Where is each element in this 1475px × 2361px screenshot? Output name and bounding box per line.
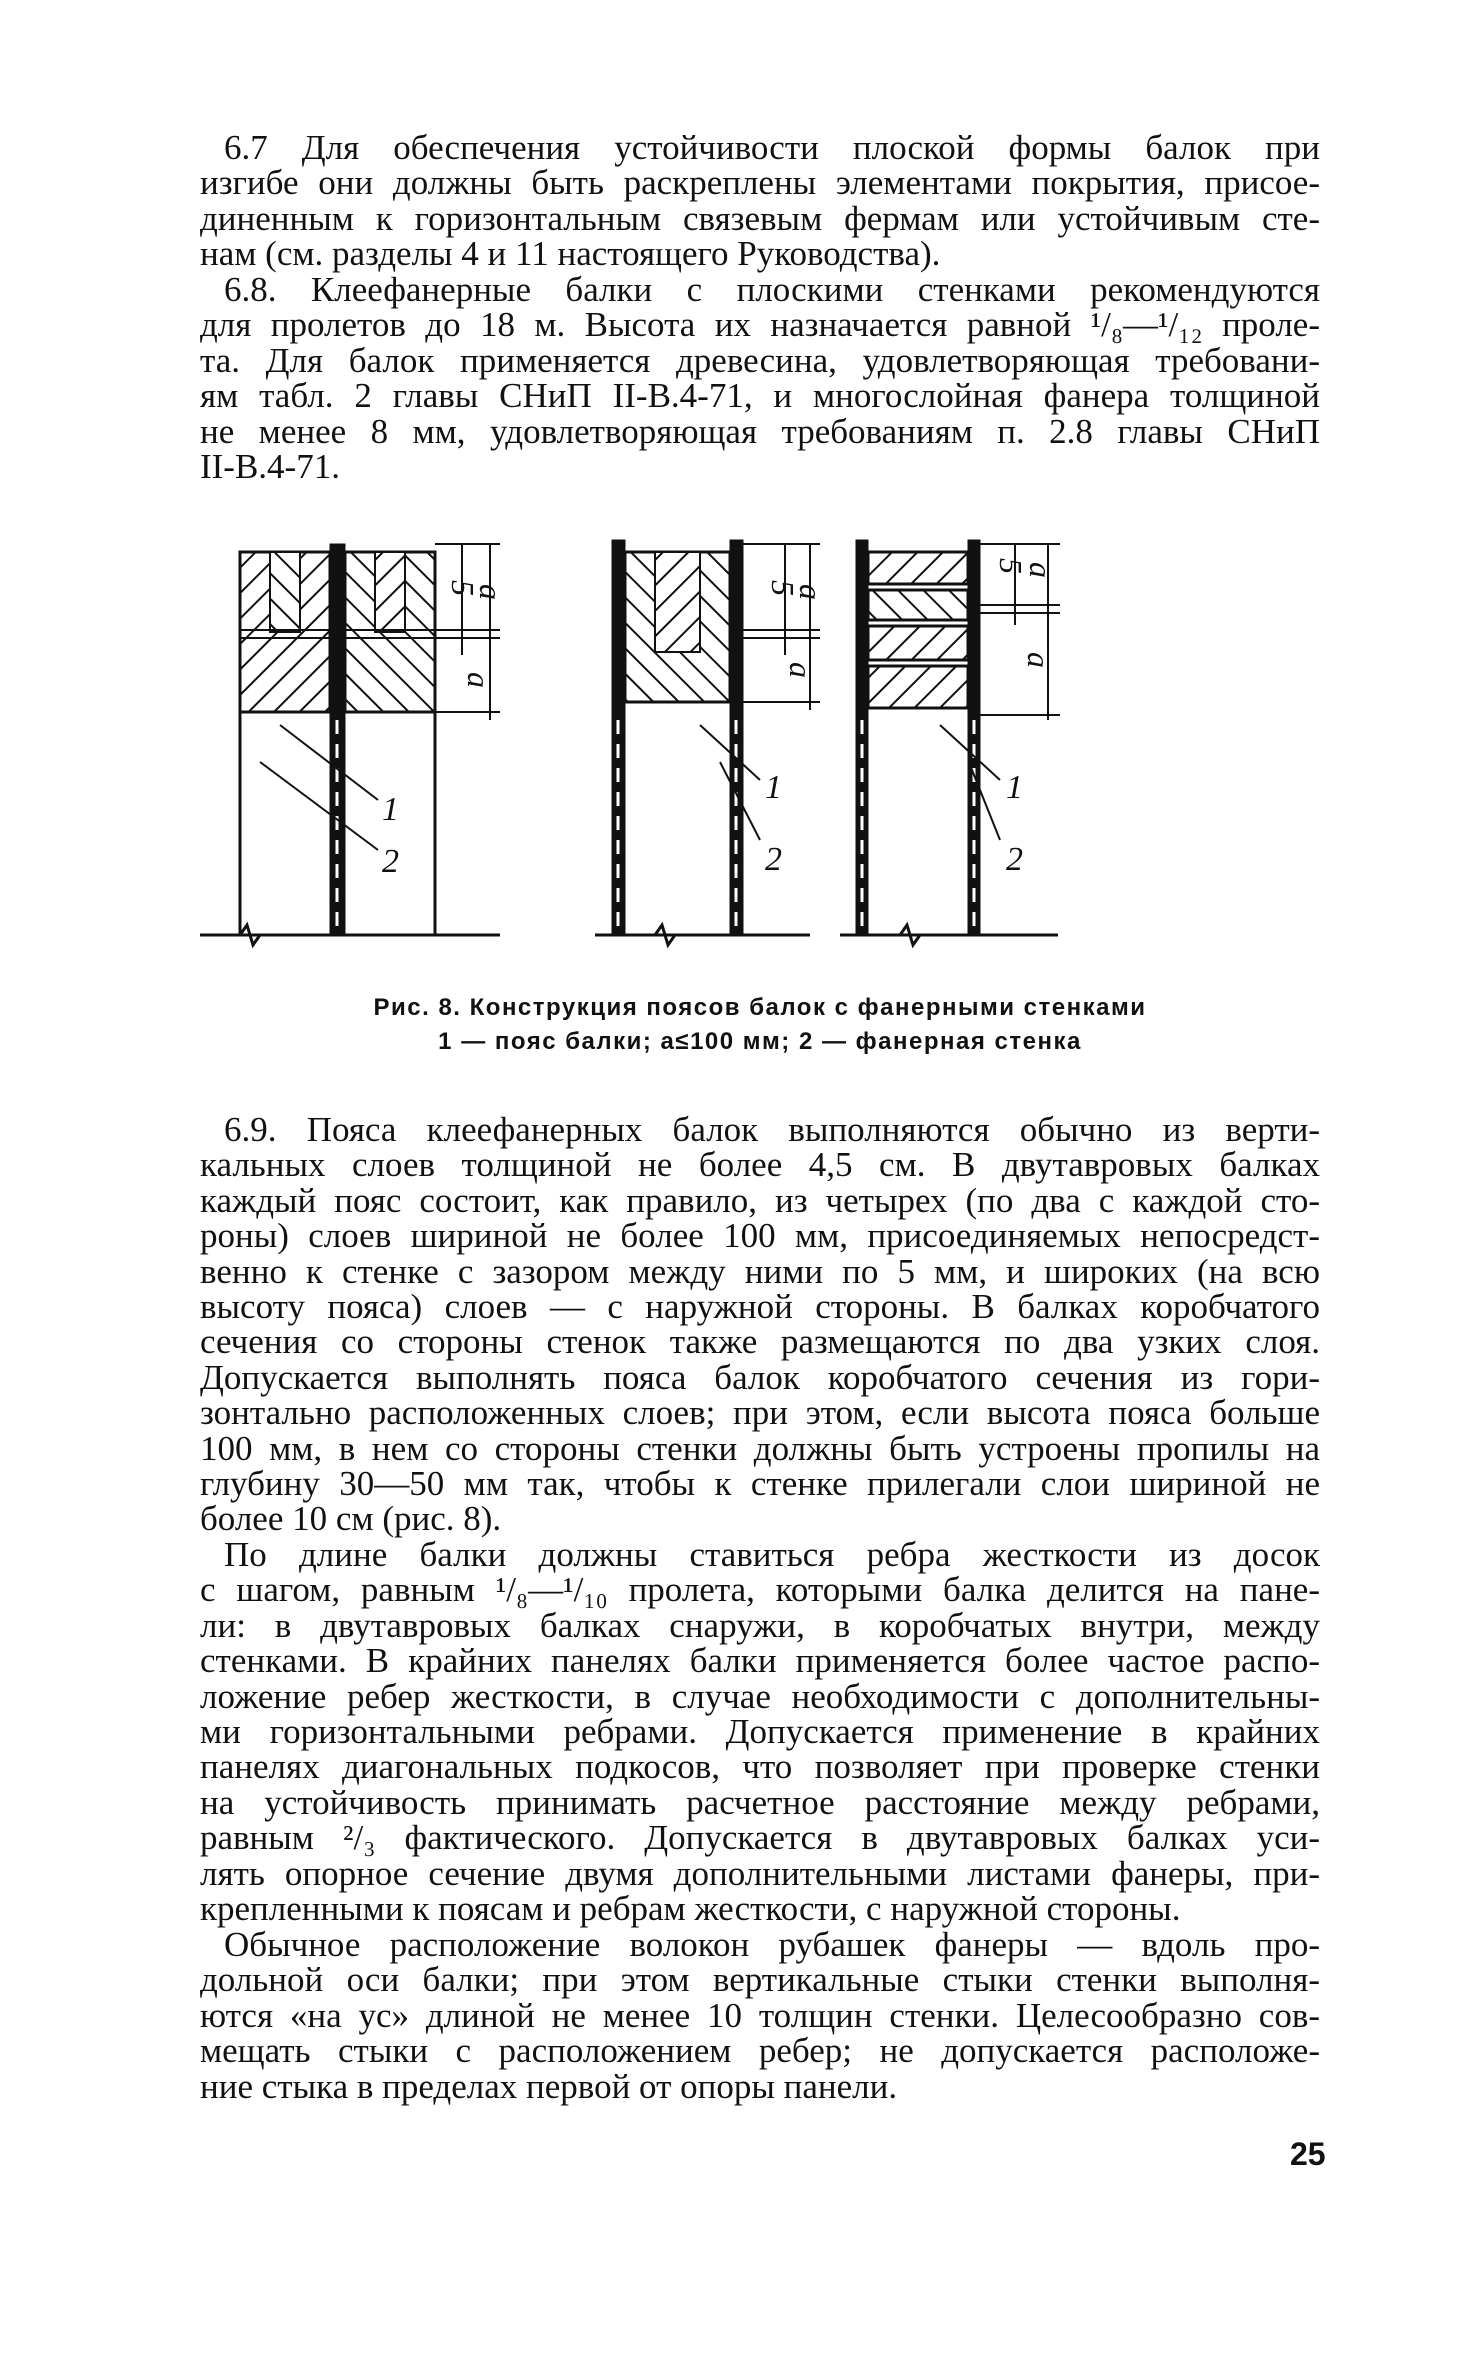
chord-layer-box-inner <box>655 552 700 652</box>
text-line: равным ²/₃ фактического. Допускается в двутавровых балках уси- <box>200 1818 1320 1858</box>
text-line: ми горизонтальными ребрами. Допускается применение в крайних <box>200 1712 1320 1752</box>
label-2: 2 <box>382 843 399 880</box>
chord-layer-left-inner <box>270 552 300 632</box>
label-a: a <box>473 584 509 600</box>
chord-layer-h1 <box>868 552 968 584</box>
label-2: 2 <box>765 841 782 878</box>
text-line: 6.7 Для обеспечения устойчивости плоской формы балок при <box>224 128 1320 167</box>
text-line: стенками. В крайних панелях балки применяется более частое распо- <box>200 1641 1320 1681</box>
label-5: 5 <box>993 558 1029 574</box>
section-6-8 <box>200 270 1320 487</box>
figure-caption-title: Рис. 8. Конструкция поясов балок с фанерными стенками <box>373 994 1147 1021</box>
text-line: ложение ребер жесткости, в случае необходимости с дополнительны- <box>200 1676 1320 1716</box>
text-line: По длине балки должны ставиться ребра жесткости из досок <box>224 1535 1320 1574</box>
chord-layer-h2 <box>868 590 968 620</box>
text-line: та. Для балок применяется древесина, удовлетворяющая требовани- <box>200 340 1320 380</box>
text-line: изгибе они должны быть раскреплены элементами покрытия, присое- <box>200 163 1320 203</box>
text-line: 100 мм, в нем со стороны стенки должны быть устроены пропилы на <box>200 1428 1320 1468</box>
text-line: не менее 8 мм, удовлетворяющая требованиям п. 2.8 главы СНиП <box>200 411 1320 451</box>
section-box-vertical <box>595 540 829 945</box>
text-line: сечения со стороны стенок также размещаются по два узких слоя. <box>200 1322 1320 1362</box>
text-line: высоту пояса) слоев — с наружной стороны. В балках коробчатого <box>200 1287 1320 1327</box>
label-a: a <box>793 584 829 600</box>
text-line: с шагом, равным ¹/₈—¹/₁₀ пролета, которыми балка делится на пане- <box>200 1570 1320 1610</box>
label-1: 1 <box>382 791 399 828</box>
paragraph-veneer-orientation <box>200 1927 1320 2104</box>
text-line: роны) слоев шириной не более 100 мм, присоединяемых непосредст- <box>200 1216 1320 1256</box>
text-line: панелях диагональных подкосов, что позволяет при проверке стенки <box>200 1747 1320 1787</box>
text-line: венно к стенке с зазором между ними по 5 мм, и широких (на всю <box>200 1251 1320 1291</box>
label-1: 1 <box>1006 769 1023 806</box>
text-line: Допускается выполнять пояса балок коробчатого сечения из гори- <box>200 1357 1320 1397</box>
text-line: глубину 30—50 мм так, чтобы к стенке прилегали слои шириной не <box>200 1464 1320 1504</box>
text-line: нам (см. разделы 4 и 11 настоящего Руководства). <box>200 234 941 274</box>
figure-8-diagram <box>200 530 1330 950</box>
chord-layer-h4 <box>868 666 968 708</box>
text-line: зонтально расположенных слоев; при этом, если высота пояса больше <box>200 1393 1320 1433</box>
label-a: a <box>1023 562 1059 578</box>
label-1: 1 <box>765 769 782 806</box>
section-6-7 <box>200 130 1320 272</box>
text-line: ются «на ус» длиной не менее 10 толщин стенки. Целесообразно сов- <box>200 1995 1320 2035</box>
text-line: диненным к горизонтальным связевым фермам или устойчивым сте- <box>200 198 1320 238</box>
text-line: ние стыка в пределах первой от опоры панели. <box>200 2066 898 2106</box>
label-2: 2 <box>1006 841 1023 878</box>
label-a: a <box>461 672 497 688</box>
text-line: на устойчивость принимать расчетное расстояние между ребрами, <box>200 1782 1320 1822</box>
text-line: ли: в двутавровых балках снаружи, в коробчатых внутри, между <box>200 1605 1320 1645</box>
text-line: крепленными к поясам и ребрам жесткости, с наружной стороны. <box>200 1889 1181 1929</box>
text-line: II-В.4-71. <box>200 447 340 487</box>
text-line: 6.9. Пояса клеефанерных балок выполняются обычно из верти- <box>224 1110 1320 1149</box>
text-line: более 10 см (рис. 8). <box>200 1499 502 1539</box>
section-i-beam <box>200 544 509 945</box>
text-line: 6.8. Клеефанерные балки с плоскими стенками рекомендуются <box>224 270 1320 309</box>
label-5: 5 <box>765 580 801 596</box>
chord-layer-h3 <box>868 626 968 660</box>
text-line: лять опорное сечение двумя дополнительными листами фанеры, при- <box>200 1853 1320 1893</box>
page-number: 25 <box>1290 2136 1326 2172</box>
text-line: для пролетов до 18 м. Высота их назначается равной ¹/₈—¹/₁₂ проле- <box>200 305 1320 345</box>
paragraph-stiffening-ribs <box>200 1535 1320 1929</box>
label-a: a <box>1021 652 1057 668</box>
text-line: кальных слоев толщиной не более 4,5 см. В двутавровых балках <box>200 1145 1320 1185</box>
text-line: мещать стыки с расположением ребер; не допускается расположе- <box>200 2031 1320 2071</box>
text-line: дольной оси балки; при этом вертикальные стыки стенки выполня- <box>200 1960 1320 2000</box>
label-a: a <box>783 662 819 678</box>
text-line: каждый пояс состоит, как правило, из четырех (по два с каждой сто- <box>200 1180 1320 1220</box>
label-5: 5 <box>445 580 481 596</box>
text-line: Обычное расположение волокон рубашек фанеры — вдоль про- <box>224 1925 1320 1964</box>
section-6-9 <box>200 1112 1320 1537</box>
chord-layer-right-inner <box>375 552 405 632</box>
figure-caption-legend: 1 — пояс балки; a≤100 мм; 2 — фанерная стенка <box>438 1028 1082 1055</box>
text-line: ям табл. 2 главы СНиП II-В.4-71, и многослойная фанера толщиной <box>200 376 1320 416</box>
